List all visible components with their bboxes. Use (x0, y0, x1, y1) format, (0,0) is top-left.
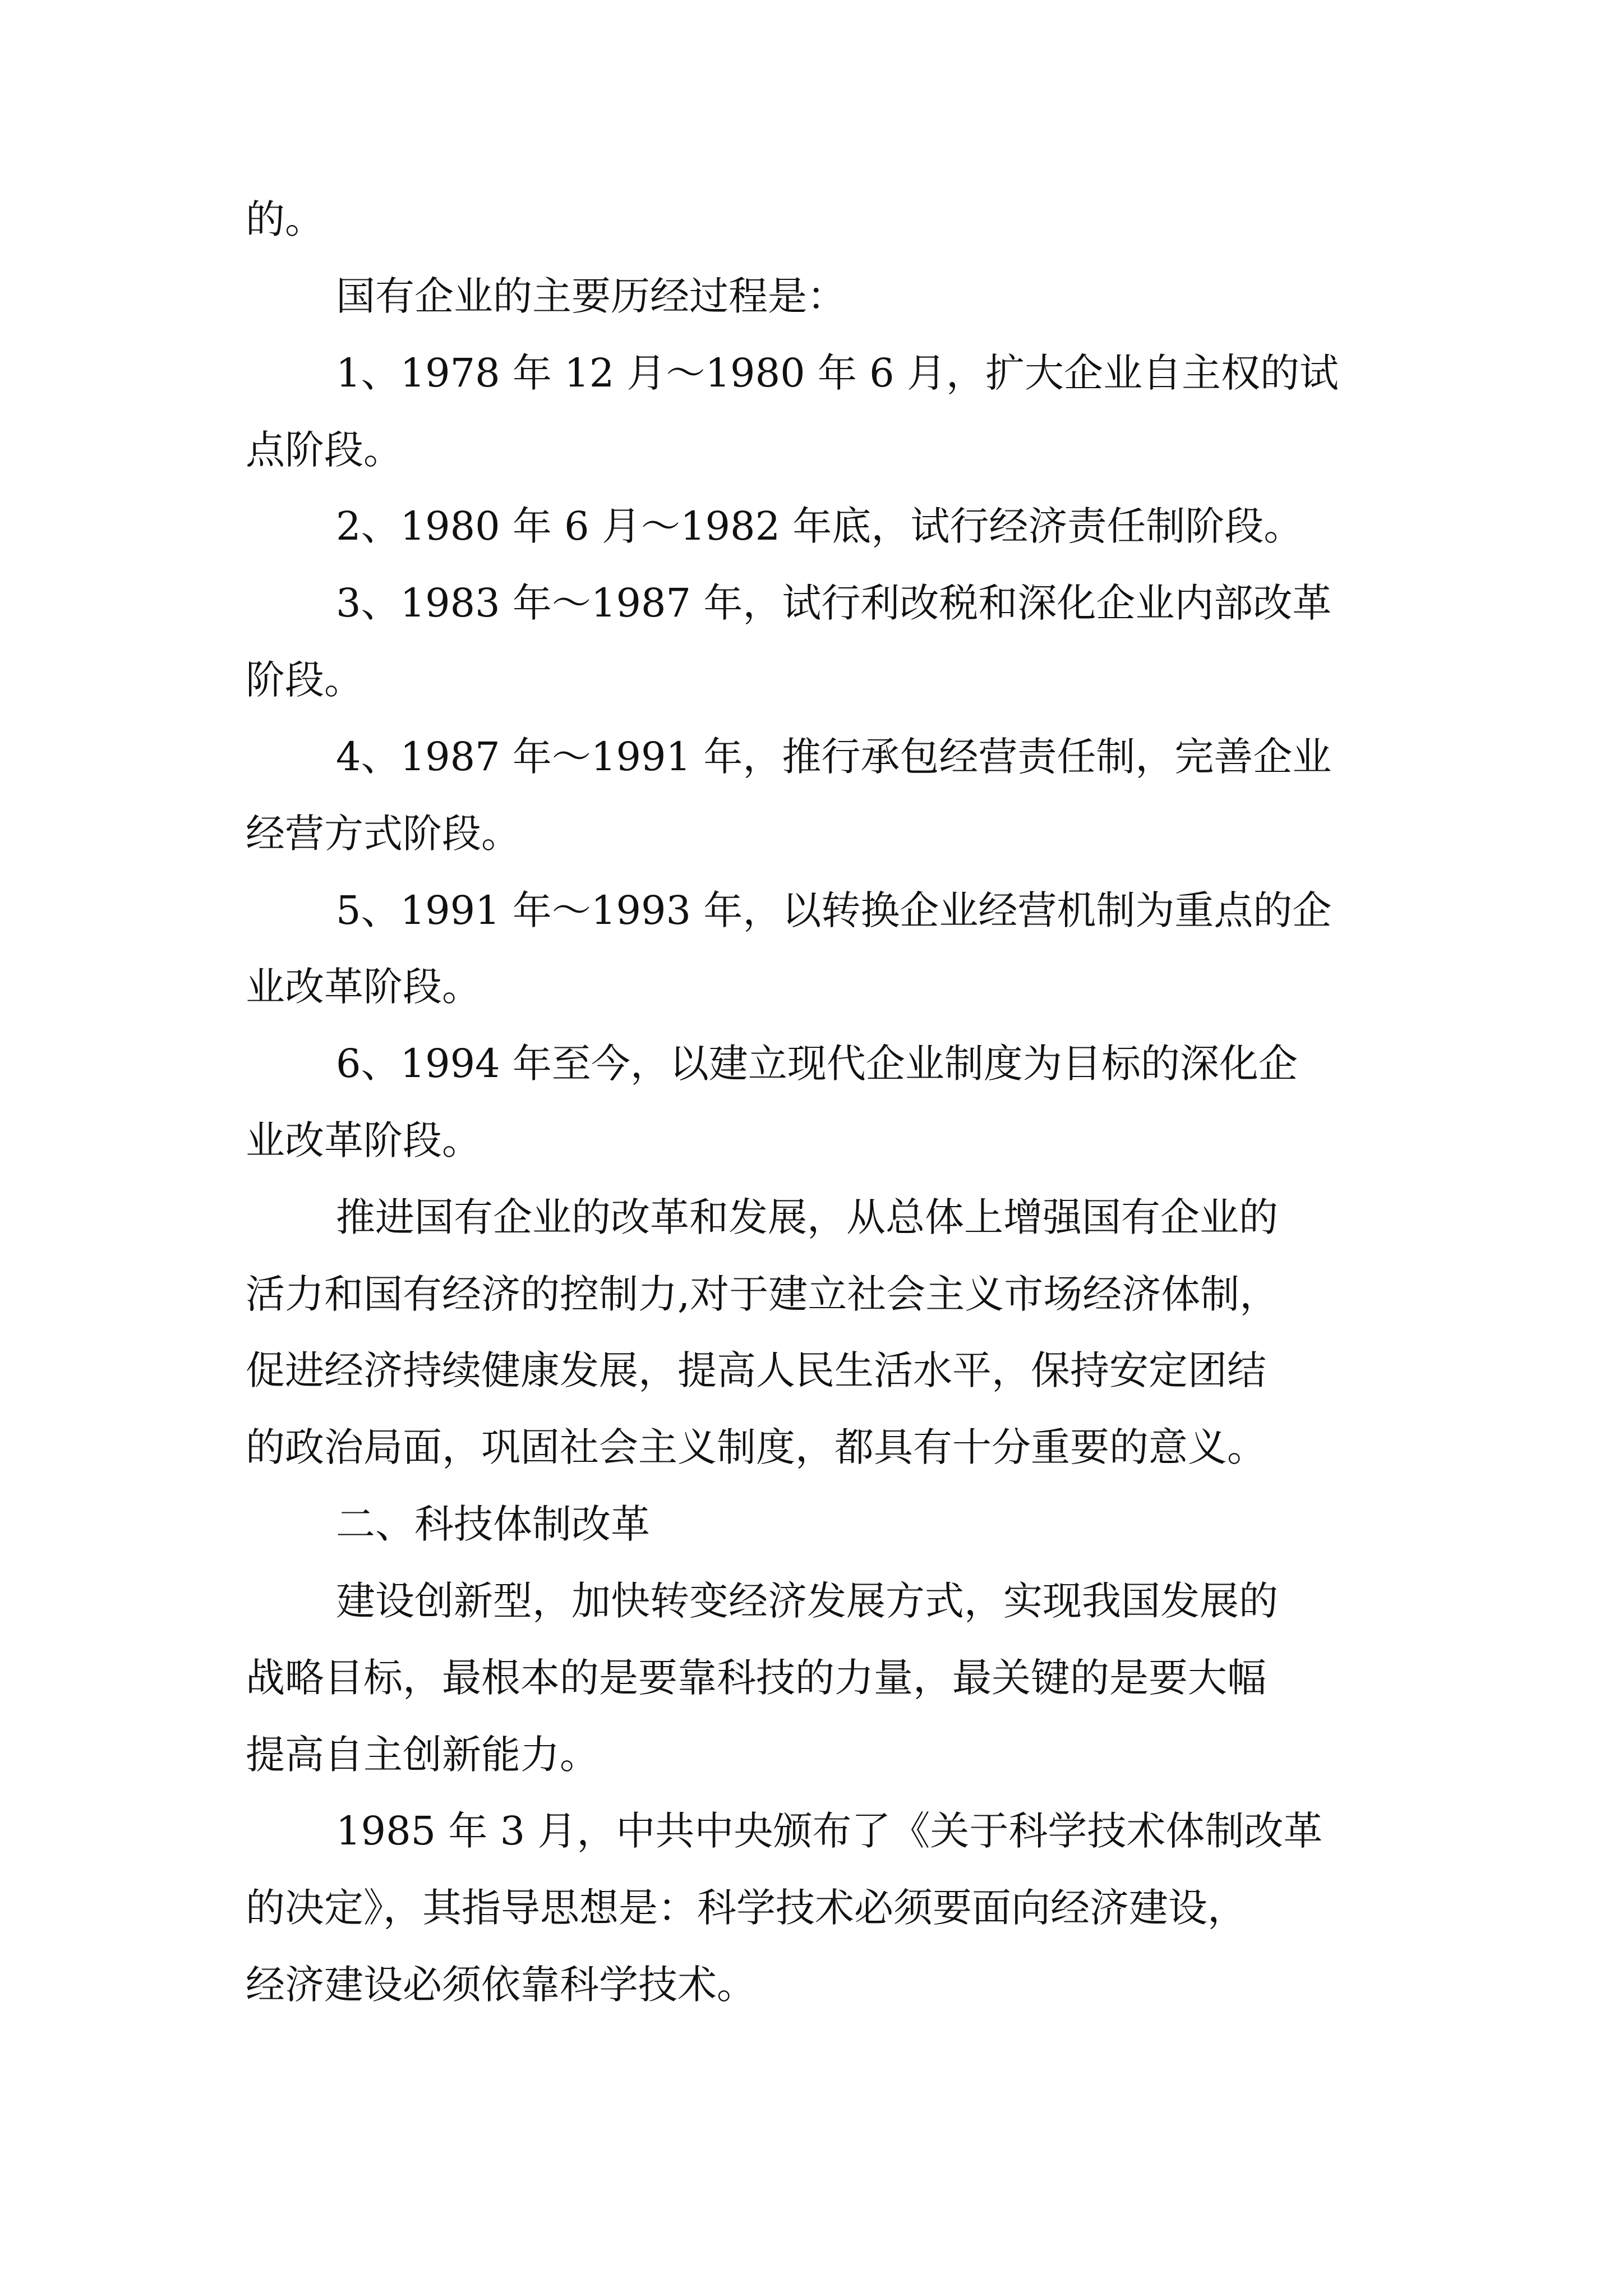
text-line: 提高自主创新能力。 (246, 1732, 599, 1778)
text-line: 促进经济持续健康发展，提高人民生活水平，保持安定团结 (246, 1347, 1266, 1393)
text-line: 经济建设必须依靠科学技术。 (246, 1962, 756, 2008)
text-line: 点阶段。 (246, 427, 403, 473)
text-line: 5、1991 年～1993 年，以转换企业经营机制为重点的企 (336, 887, 1332, 933)
text-line: 4、1987 年～1991 年，推行承包经营责任制，完善企业 (336, 734, 1332, 780)
text-line: 建设创新型，加快转变经济发展方式，实现我国发展的 (336, 1578, 1278, 1624)
text-line: 的决定》，其指导思想是：科学技术必须要面向经济建设， (246, 1885, 1247, 1931)
text-line: 2、1980 年 6 月～1982 年底，试行经济责任制阶段。 (336, 503, 1303, 549)
text-line: 的政治局面，巩固社会主义制度，都具有十分重要的意义。 (246, 1424, 1266, 1470)
text-line: 推进国有企业的改革和发展，从总体上增强国有企业的 (336, 1194, 1278, 1240)
text-line: 3、1983 年～1987 年，试行利改税和深化企业内部改革 (336, 580, 1332, 626)
text-line: 阶段。 (246, 657, 363, 703)
text-line: 6、1994 年至今，以建立现代企业制度为目标的深化企 (336, 1041, 1298, 1087)
text-line: 的。 (246, 196, 324, 242)
text-line: 战略目标，最根本的是要靠科技的力量，最关键的是要大幅 (246, 1655, 1266, 1701)
text-line: 1985 年 3 月，中共中央颁布了《关于科学技术体制改革 (336, 1808, 1323, 1854)
text-line: 活力和国有经济的控制力,对于建立社会主义市场经济体制， (246, 1271, 1279, 1317)
text-line: 国有企业的主要历经过程是： (336, 273, 846, 319)
text-line: 业改革阶段。 (246, 964, 481, 1010)
text-line: 1、1978 年 12 月～1980 年 6 月，扩大企业自主权的试 (336, 350, 1339, 396)
text-line: 业改革阶段。 (246, 1117, 481, 1163)
text-line: 经营方式阶段。 (246, 811, 520, 857)
text-line: 二、科技体制改革 (336, 1501, 650, 1547)
